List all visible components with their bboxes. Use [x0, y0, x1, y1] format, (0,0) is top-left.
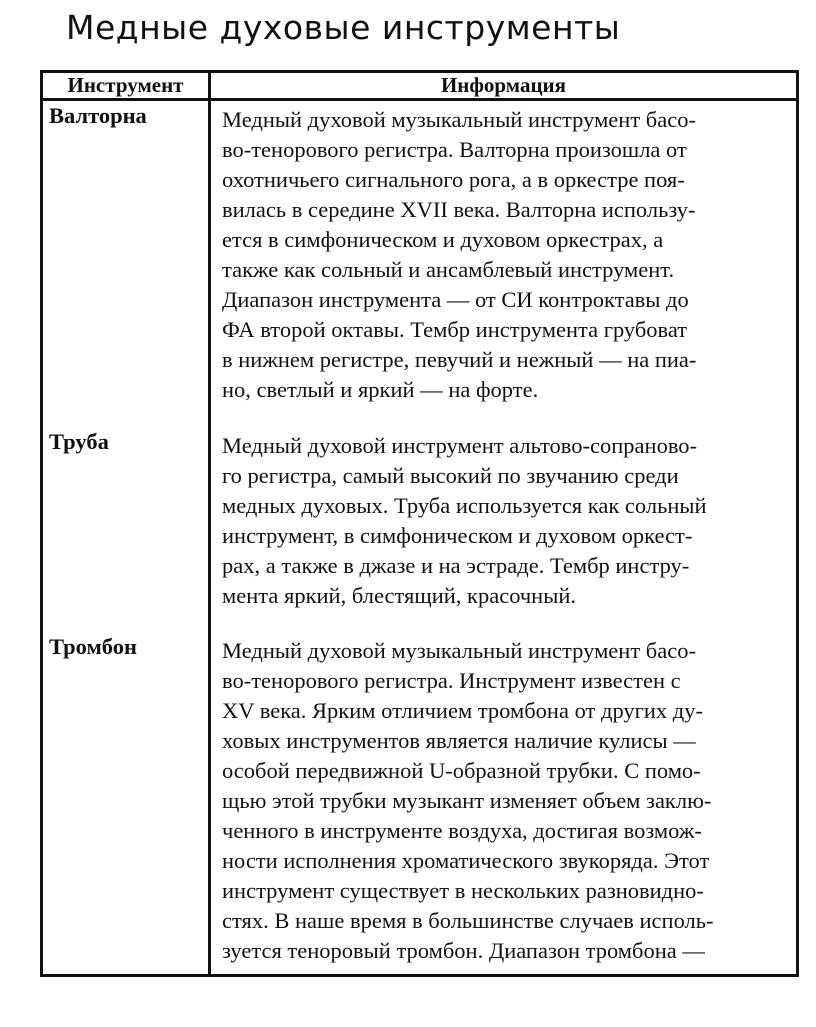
info-line: Медный духовой музыкальный инструмент басо-	[222, 107, 696, 132]
info-line: XV века. Ярким отличием тромбона от других ду-	[222, 698, 703, 723]
page-title: Медные духовые инструменты	[66, 8, 621, 47]
header-instrument: Инструмент	[42, 72, 210, 100]
instrument-info	[210, 100, 798, 423]
info-line: рах, а также в джазе и на эстраде. Тембр инстру-	[222, 553, 690, 578]
instrument-info	[210, 422, 798, 627]
info-line: охотничьего сигнального рога, а в оркестре поя-	[222, 167, 685, 192]
info-line: зуется теноровый тромбон. Диапазон тромбона —	[222, 938, 705, 963]
table-row-truba	[42, 422, 798, 627]
info-line: мента яркий, блестящий, красочный.	[222, 583, 577, 608]
info-line: также как сольный и ансамблевый инструмент.	[222, 257, 675, 282]
instrument-info	[210, 627, 798, 976]
info-line: ховых инструментов является наличие кулисы —	[222, 728, 696, 753]
info-line: но, светлый и яркий — на форте.	[222, 377, 539, 402]
instrument-name: Тромбон	[42, 627, 210, 976]
instrument-name: Труба	[42, 422, 210, 627]
info-line: го регистра, самый высокий по звучанию среди	[222, 463, 679, 488]
info-line: щью этой трубки музыкант изменяет объем заклю-	[222, 788, 712, 813]
info-line: во-тенорового регистра. Инструмент известен с	[222, 668, 681, 693]
info-line: во-тенорового регистра. Валторна произошла от	[222, 137, 687, 162]
info-line: стях. В наше время в большинстве случаев исполь-	[222, 908, 714, 933]
info-line: вилась в середине XVII века. Валторна использу-	[222, 197, 696, 222]
header-info: Информация	[210, 72, 798, 100]
info-line: медных духовых. Труба используется как сольный	[222, 493, 707, 518]
instrument-name: Валторна	[42, 100, 210, 423]
info-line: Медный духовой инструмент альтово-сопраново-	[222, 433, 698, 458]
table-row-valtorna	[42, 100, 798, 423]
info-line: ности исполнения хроматического звукоряда. Этот	[222, 848, 710, 873]
info-line: ченного в инструменте воздуха, достигая возмож-	[222, 818, 702, 843]
table-header-row	[42, 72, 798, 100]
info-line: Диапазон инструмента — от СИ контроктавы до	[222, 287, 689, 312]
info-line: ФА второй октавы. Тембр инструмента грубоват	[222, 317, 688, 342]
info-line: Медный духовой музыкальный инструмент басо-	[222, 638, 696, 663]
info-line: инструмент существует в нескольких разновидно-	[222, 878, 704, 903]
info-line: ется в симфоническом и духовом оркестрах, а	[222, 227, 664, 252]
info-line: инструмент, в симфоническом и духовом оркест-	[222, 523, 693, 548]
instruments-table	[40, 70, 799, 977]
table-row-trombon	[42, 627, 798, 976]
info-line: особой передвижной U-образной трубки. С помо-	[222, 758, 701, 783]
info-line: в нижнем регистре, певучий и нежный — на пиа-	[222, 347, 697, 372]
